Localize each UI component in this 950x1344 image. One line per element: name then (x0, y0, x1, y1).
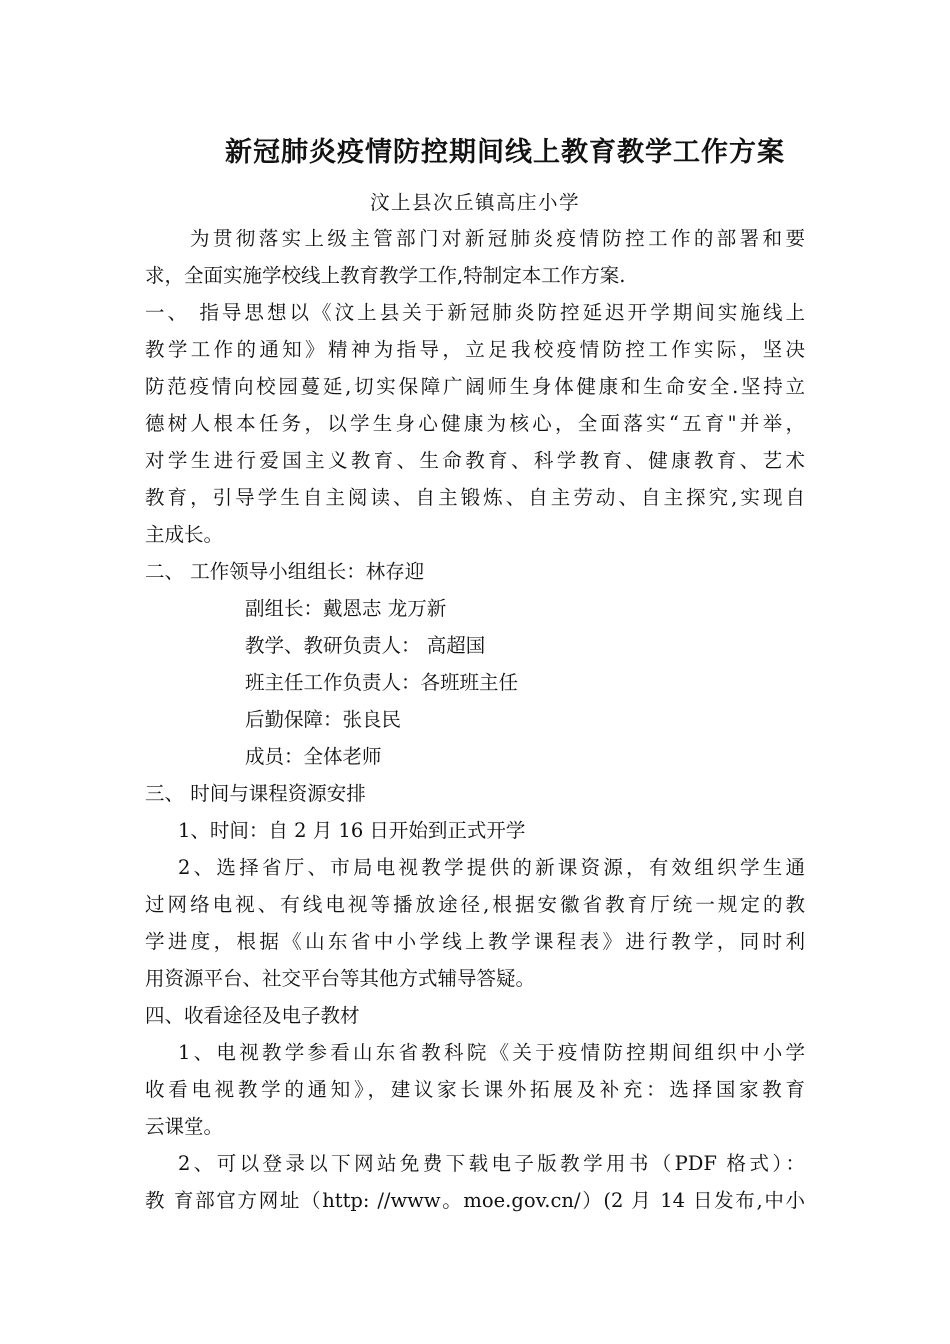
paragraph-line: 2、可以登录以下网站免费下载电子版教学用书（PDF 格式）： (178, 1152, 805, 1175)
paragraph-line: 2、选择省厅、市局电视教学提供的新课资源，有效组织学生通 (178, 856, 805, 879)
team-member-line: 成员：全体老师 (245, 745, 382, 768)
section-heading-4: 四、收看途径及电子教材 (145, 1004, 360, 1027)
section-heading-3: 三、 时间与课程资源安排 (145, 782, 366, 805)
paragraph-line: 教育，引导学生自主阅读、自主锻炼、自主劳动、自主探究,实现自 (145, 486, 805, 509)
team-member-line: 班主任工作负责人：各班班主任 (245, 671, 519, 694)
paragraph-line: 收看电视教学的通知》，建议家长课外拓展及补充：选择国家教育 (145, 1078, 805, 1101)
section-heading-2: 二、 工作领导小组组长：林存迎 (145, 560, 425, 583)
paragraph-line: 德树人根本任务，以学生身心健康为核心，全面落实“五育"并举， (145, 412, 805, 435)
paragraph-line: 防范疫情向校园蔓延,切实保障广阔师生身体健康和生命安全.坚持立 (145, 375, 805, 398)
paragraph-line: 求，全面实施学校线上教育教学工作,特制定本工作方案. (145, 264, 626, 287)
paragraph-line: 对学生进行爱国主义教育、生命教育、科学教育、健康教育、艺术 (145, 449, 805, 472)
document-subtitle: 汶上县次丘镇高庄小学 (369, 191, 580, 214)
paragraph-line: 1、时间：自 2 月 16 日开始到正式开学 (178, 819, 526, 842)
paragraph-line: 过网络电视、有线电视等播放途径,根据安徽省教育厅统一规定的教 (145, 893, 805, 916)
team-member-line: 后勤保障：张良民 (245, 708, 402, 731)
team-member-line: 副组长：戴恩志 龙万新 (245, 597, 447, 620)
paragraph-line: 主成长。 (145, 523, 224, 546)
section-heading-1: 一、 指导思想以《汶上县关于新冠肺炎防控延迟开学期间实施线上 (145, 301, 805, 324)
document-title: 新冠肺炎疫情防控期间线上教育教学工作方案 (225, 137, 785, 168)
paragraph-line: 教学工作的通知》精神为指导，立足我校疫情防控工作实际，坚决 (145, 338, 805, 361)
paragraph-line: 为贯彻落实上级主管部门对新冠肺炎疫情防控工作的部署和要 (190, 227, 805, 250)
paragraph-line: 教 育部官方网址（http: //www。moe.gov.cn/）(2 月 14 日发布,中小 (145, 1189, 805, 1212)
paragraph-line: 学进度，根据《山东省中小学线上教学课程表》进行教学，同时利 (145, 930, 805, 953)
team-member-line: 教学、教研负责人： 高超国 (245, 634, 486, 657)
paragraph-line: 云课堂。 (145, 1115, 224, 1138)
paragraph-line: 1、电视教学参看山东省教科院《关于疫情防控期间组织中小学 (178, 1041, 805, 1064)
paragraph-line: 用资源平台、社交平台等其他方式辅导答疑。 (145, 967, 536, 990)
